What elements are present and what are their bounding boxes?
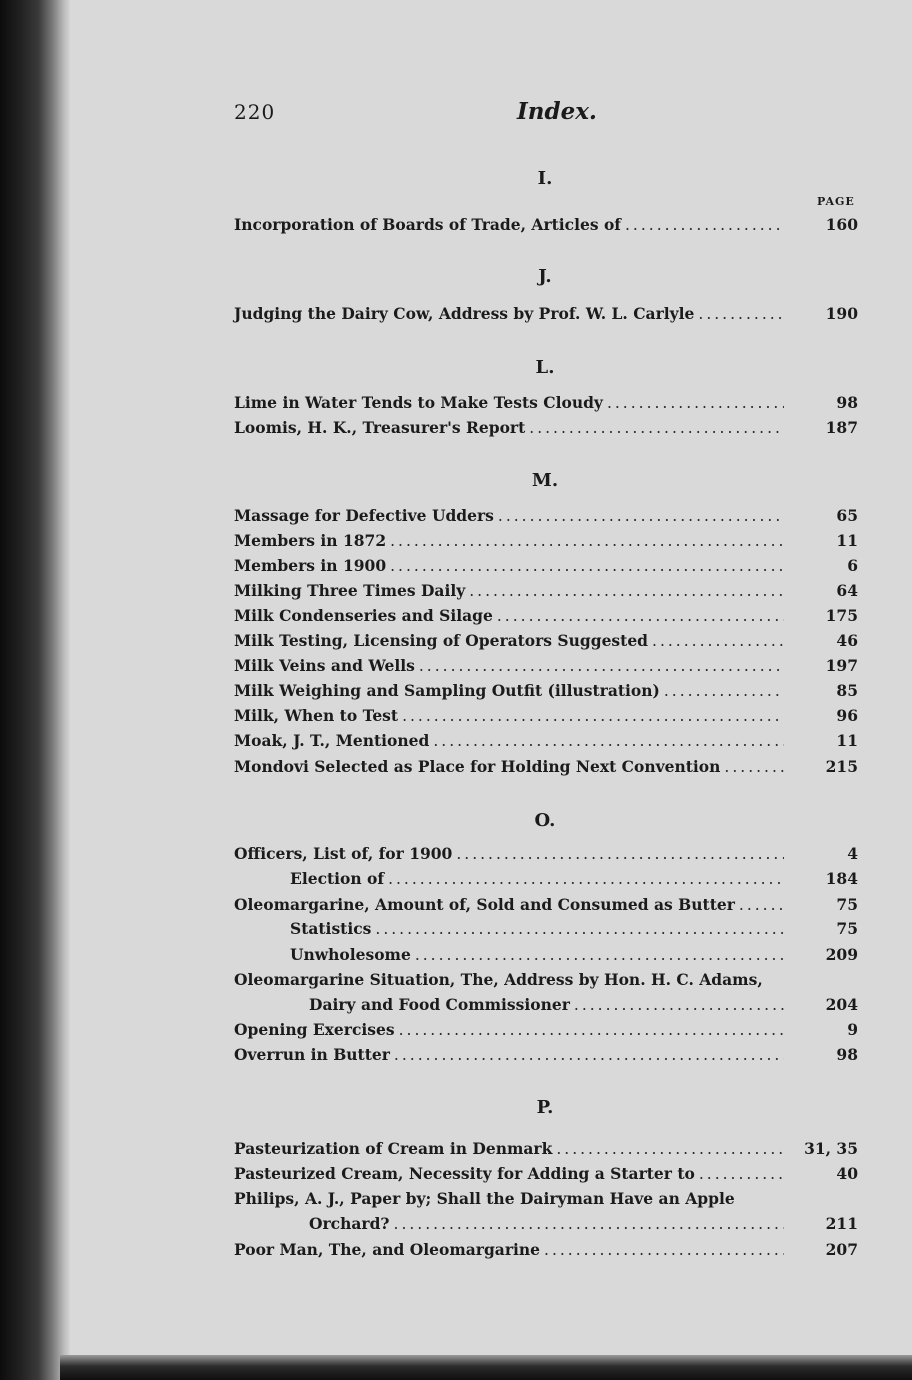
entry-text: Officers, List of, for 1900: [234, 844, 453, 863]
entry-text: Loomis, H. K., Treasurer's Report: [234, 418, 526, 437]
leader-dots: [456, 845, 784, 863]
leader-dots: [625, 216, 784, 234]
entry-page: 9: [847, 1020, 858, 1039]
entry-text: Opening Exercises: [234, 1020, 395, 1039]
index-entry: [234, 506, 858, 528]
index-entry: [234, 304, 858, 326]
section-letter-j: J.: [538, 266, 552, 287]
index-entry: [234, 418, 858, 440]
leader-dots: [652, 632, 784, 650]
index-entry: [234, 706, 858, 728]
leader-dots: [399, 1021, 784, 1039]
entry-text: Members in 1872: [234, 531, 387, 550]
index-entry: [234, 1020, 858, 1042]
index-entry: [234, 1240, 858, 1262]
entry-text: Incorporation of Boards of Trade, Articles of: [234, 215, 621, 234]
page-column-label: PAGE: [817, 195, 855, 208]
leader-dots: [375, 920, 784, 938]
entry-page: 4: [847, 844, 858, 863]
entry-text: Oleomargarine, Amount of, Sold and Consumed as Butter: [234, 895, 735, 914]
entry-page: 40: [836, 1164, 858, 1183]
entry-text: Milk Weighing and Sampling Outfit (illustration): [234, 681, 660, 700]
leader-dots: [544, 1241, 784, 1259]
page-number: 220: [234, 100, 276, 124]
section-letter-o: O.: [534, 810, 556, 831]
entry-text: Moak, J. T., Mentioned: [234, 731, 430, 750]
index-subentry: [234, 919, 858, 941]
leader-dots: [498, 507, 784, 525]
entry-page: 160: [825, 215, 858, 234]
entry-page: 204: [825, 995, 858, 1014]
index-entry: [234, 556, 858, 578]
entry-page: 11: [836, 531, 858, 550]
entry-text: Philips, A. J., Paper by; Shall the Dairyman Have an Apple: [234, 1189, 735, 1208]
leader-dots: [699, 1165, 784, 1183]
entry-page: 65: [836, 506, 858, 525]
leader-dots: [607, 394, 784, 412]
section-letter-l: L.: [535, 357, 555, 378]
leader-dots: [724, 758, 784, 776]
leader-dots: [388, 870, 784, 888]
index-entry: [234, 844, 858, 866]
entry-text: Massage for Defective Udders: [234, 506, 494, 525]
index-subentry: [234, 869, 858, 891]
leader-dots: [739, 896, 784, 914]
entry-text: Lime in Water Tends to Make Tests Cloudy: [234, 393, 603, 412]
entry-page: 197: [825, 656, 858, 675]
leader-dots: [394, 1046, 784, 1064]
entry-page: 209: [825, 945, 858, 964]
leader-dots: [469, 582, 784, 600]
index-entry: [234, 531, 858, 553]
entry-text: Judging the Dairy Cow, Address by Prof. W. L. Carlyle: [234, 304, 695, 323]
entry-text: Milk Veins and Wells: [234, 656, 415, 675]
leader-dots: [664, 682, 784, 700]
leader-dots: [698, 305, 784, 323]
entry-text: Pasteurized Cream, Necessity for Adding a Starter to: [234, 1164, 695, 1183]
entry-text: Oleomargarine Situation, The, Address by Hon. H. C. Adams,: [234, 970, 763, 989]
index-entry: [234, 681, 858, 703]
entry-text: Pasteurization of Cream in Denmark: [234, 1139, 553, 1158]
index-entry: [234, 731, 858, 753]
entry-page: 75: [836, 919, 858, 938]
entry-page: 175: [825, 606, 858, 625]
leader-dots: [497, 607, 784, 625]
entry-text: Orchard?: [309, 1214, 390, 1233]
entry-page: 207: [825, 1240, 858, 1259]
index-entry: [234, 1189, 858, 1211]
section-letter-p: P.: [536, 1097, 554, 1118]
leader-dots: [394, 1215, 784, 1233]
entry-page: 187: [825, 418, 858, 437]
leader-dots: [415, 946, 784, 964]
entry-text: Poor Man, The, and Oleomargarine: [234, 1240, 541, 1259]
entry-text: Dairy and Food Commissioner: [309, 995, 570, 1014]
entry-text: Milking Three Times Daily: [234, 581, 466, 600]
entry-text: Overrun in Butter: [234, 1045, 390, 1064]
entry-text: Statistics: [290, 919, 372, 938]
entry-page: 98: [836, 393, 858, 412]
index-entry: [234, 1139, 858, 1161]
entry-text: Milk Condenseries and Silage: [234, 606, 493, 625]
page-bottom-edge-shadow: [60, 1355, 912, 1380]
index-subentry: [234, 945, 858, 967]
entry-page: 11: [836, 731, 858, 750]
index-entry: [234, 656, 858, 678]
entry-page: 85: [836, 681, 858, 700]
leader-dots: [419, 657, 784, 675]
entry-page: 190: [825, 304, 858, 323]
index-entry: [234, 581, 858, 603]
entry-text: Unwholesome: [290, 945, 411, 964]
leader-dots: [574, 996, 784, 1014]
entry-page: 64: [836, 581, 858, 600]
section-letter-i: I.: [537, 168, 553, 189]
running-title: Index.: [517, 98, 597, 125]
index-entry: [234, 1164, 858, 1186]
index-entry: [234, 970, 858, 992]
entry-page: 75: [836, 895, 858, 914]
leader-dots: [390, 557, 784, 575]
entry-text: Milk Testing, Licensing of Operators Suggested: [234, 631, 649, 650]
entry-page: 6: [847, 556, 858, 575]
entry-text: Milk, When to Test: [234, 706, 399, 725]
entry-page: 96: [836, 706, 858, 725]
leader-dots: [556, 1140, 784, 1158]
index-entry: [234, 215, 858, 237]
entry-page: 215: [825, 757, 858, 776]
section-letter-m: M.: [531, 470, 559, 491]
leader-dots: [433, 732, 784, 750]
index-continuation: [234, 1214, 858, 1236]
entry-text: Members in 1900: [234, 556, 387, 575]
index-entry: [234, 606, 858, 628]
entry-page: 31, 35: [804, 1139, 858, 1158]
index-entry: [234, 1045, 858, 1067]
entry-page: 98: [836, 1045, 858, 1064]
entry-page: 211: [825, 1214, 858, 1233]
index-entry: [234, 895, 858, 917]
index-entry: [234, 393, 858, 415]
entry-page: 46: [836, 631, 858, 650]
entry-text: Mondovi Selected as Place for Holding Next Convention: [234, 757, 721, 776]
leader-dots: [390, 532, 784, 550]
entry-page: 184: [825, 869, 858, 888]
leader-dots: [402, 707, 784, 725]
index-entry: [234, 631, 858, 653]
leader-dots: [529, 419, 784, 437]
entry-text: Election of: [290, 869, 385, 888]
index-entry: [234, 757, 858, 779]
index-continuation: [234, 995, 858, 1017]
